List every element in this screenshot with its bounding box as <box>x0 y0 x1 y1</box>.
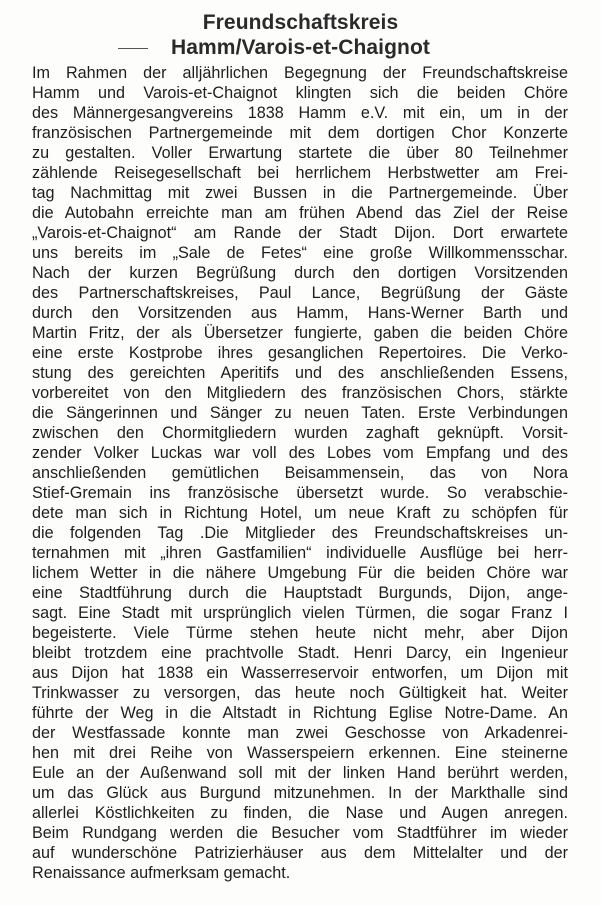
article-title-line-2: Hamm/Varois-et-Chaignot <box>170 36 430 59</box>
article-line: tag Nachmittag mit zwei Bussen in die Partnergemeinde. Über <box>32 184 568 202</box>
article-line: der Westfassade konnte man zwei Geschosse von Arkadenrei- <box>32 724 568 742</box>
article-line: stung des gereichten Aperitifs und des anschließenden Essens, <box>32 364 568 382</box>
article-line: des Männergesangvereins 1838 Hamm e.V. mit ein, um in der <box>32 104 568 122</box>
article-line: ternahmen mit „ihren Gastfamilien“ individuelle Ausflüge bei herr- <box>32 544 568 562</box>
article-line: aus Dijon hat 1838 ein Wasserreservoir entworfen, um Dijon mit <box>32 664 568 682</box>
article-line: führte der Weg in die Altstadt in Richtung Eglise Notre-Dame. An <box>32 704 568 722</box>
article-line: zwischen den Chormitgliedern wurden zaghaft geknüpft. Vorsit- <box>32 424 568 442</box>
article-line: Nach der kurzen Begrüßung durch den dortigen Vorsitzenden <box>32 264 568 282</box>
article-title-line-1: Freundschaftskreis <box>202 11 399 34</box>
article-line: sagt. Eine Stadt mit ursprünglich vielen Türmen, die sogar Franz I <box>32 604 568 622</box>
article-line: Beim Rundgang werden die Besucher vom Stadtführer im wieder <box>32 824 568 842</box>
article-line: französischen Partnergemeinde mit dem dortigen Chor Konzerte <box>32 124 568 142</box>
article-line: dete man sich in Richtung Hotel, um neue Kraft zu schöpfen für <box>32 504 568 522</box>
article-line: Im Rahmen der alljährlichen Begegnung der Freundschaftskreise <box>32 64 568 82</box>
article-line: Eule an der Außenwand soll mit der linken Hand berührt werden, <box>32 764 568 782</box>
article-line: Renaissance aufmerksam gemacht. <box>32 864 291 882</box>
article-line: auf wunderschöne Patrizierhäuser aus dem Mittelalter und der <box>32 844 568 862</box>
article-line: zender Volker Luckas war voll des Lobes vom Empfang und des <box>32 444 568 462</box>
article-line: anschließenden gemütlichen Beisammensein, das von Nora <box>32 464 568 482</box>
article-line: durch den Vorsitzenden aus Hamm, Hans-Werner Barth und <box>32 304 568 322</box>
article-line: die Autobahn erreichte man am frühen Abend das Ziel der Reise <box>32 204 568 222</box>
article-line: Hamm und Varois-et-Chaignot klingten sich die beiden Chöre <box>32 84 568 102</box>
article-line: die folgenden Tag .Die Mitglieder des Freundschaftskreises un- <box>32 524 568 542</box>
article-line: begeisterte. Viele Türme stehen heute nicht mehr, aber Dijon <box>32 624 568 642</box>
article-line: des Partnerschaftskreises, Paul Lance, Begrüßung der Gäste <box>32 284 568 302</box>
article-line: Stief-Gremain ins französische übersetzt wurde. So verabschie- <box>32 484 568 502</box>
article-line: Martin Fritz, der als Übersetzer fungierte, gaben die beiden Chöre <box>32 324 568 342</box>
article-line: die Sängerinnen und Sänger zu neuen Taten. Erste Verbindungen <box>32 404 568 422</box>
article-line: um das Glück aus Burgund mitzunehmen. In der Markthalle sind <box>32 784 568 802</box>
article-line: zu gestalten. Voller Erwartung startete die über 80 Teilnehmer <box>32 144 568 162</box>
article-line: uns bereits im „Sale de Fetes“ eine große Willkommensschar. <box>32 244 568 262</box>
article-line: bleibt trotzdem eine prachtvolle Stadt. Henri Darcy, ein Ingenieur <box>32 644 568 662</box>
article-line: Trinkwasser zu versorgen, das heute noch Gültigkeit hat. Weiter <box>32 684 568 702</box>
article-line: eine erste Kostprobe ihres gesanglichen Repertoires. Die Verko- <box>32 344 568 362</box>
article-line: vorbereitet von den Mitgliedern des französischen Chors, stärkte <box>32 384 568 402</box>
article-line: hen mit drei Reihe von Wasserspeiern erkennen. Eine steinerne <box>32 744 568 762</box>
article-line: „Varois-et-Chaignot“ am Rande der Stadt Dijon. Dort erwartete <box>32 224 568 242</box>
article-line: lichem Wetter in die nähere Umgebung Für die beiden Chöre war <box>32 564 568 582</box>
article-line: eine Stadtführung durch die Hauptstadt Burgunds, Dijon, ange- <box>32 584 568 602</box>
article-line: zählende Reisegesellschaft bei herrlichem Herbstwetter am Frei- <box>32 164 568 182</box>
article-line: allerlei Köstlichkeiten zu finden, die Nase und Augen anregen. <box>32 804 568 822</box>
